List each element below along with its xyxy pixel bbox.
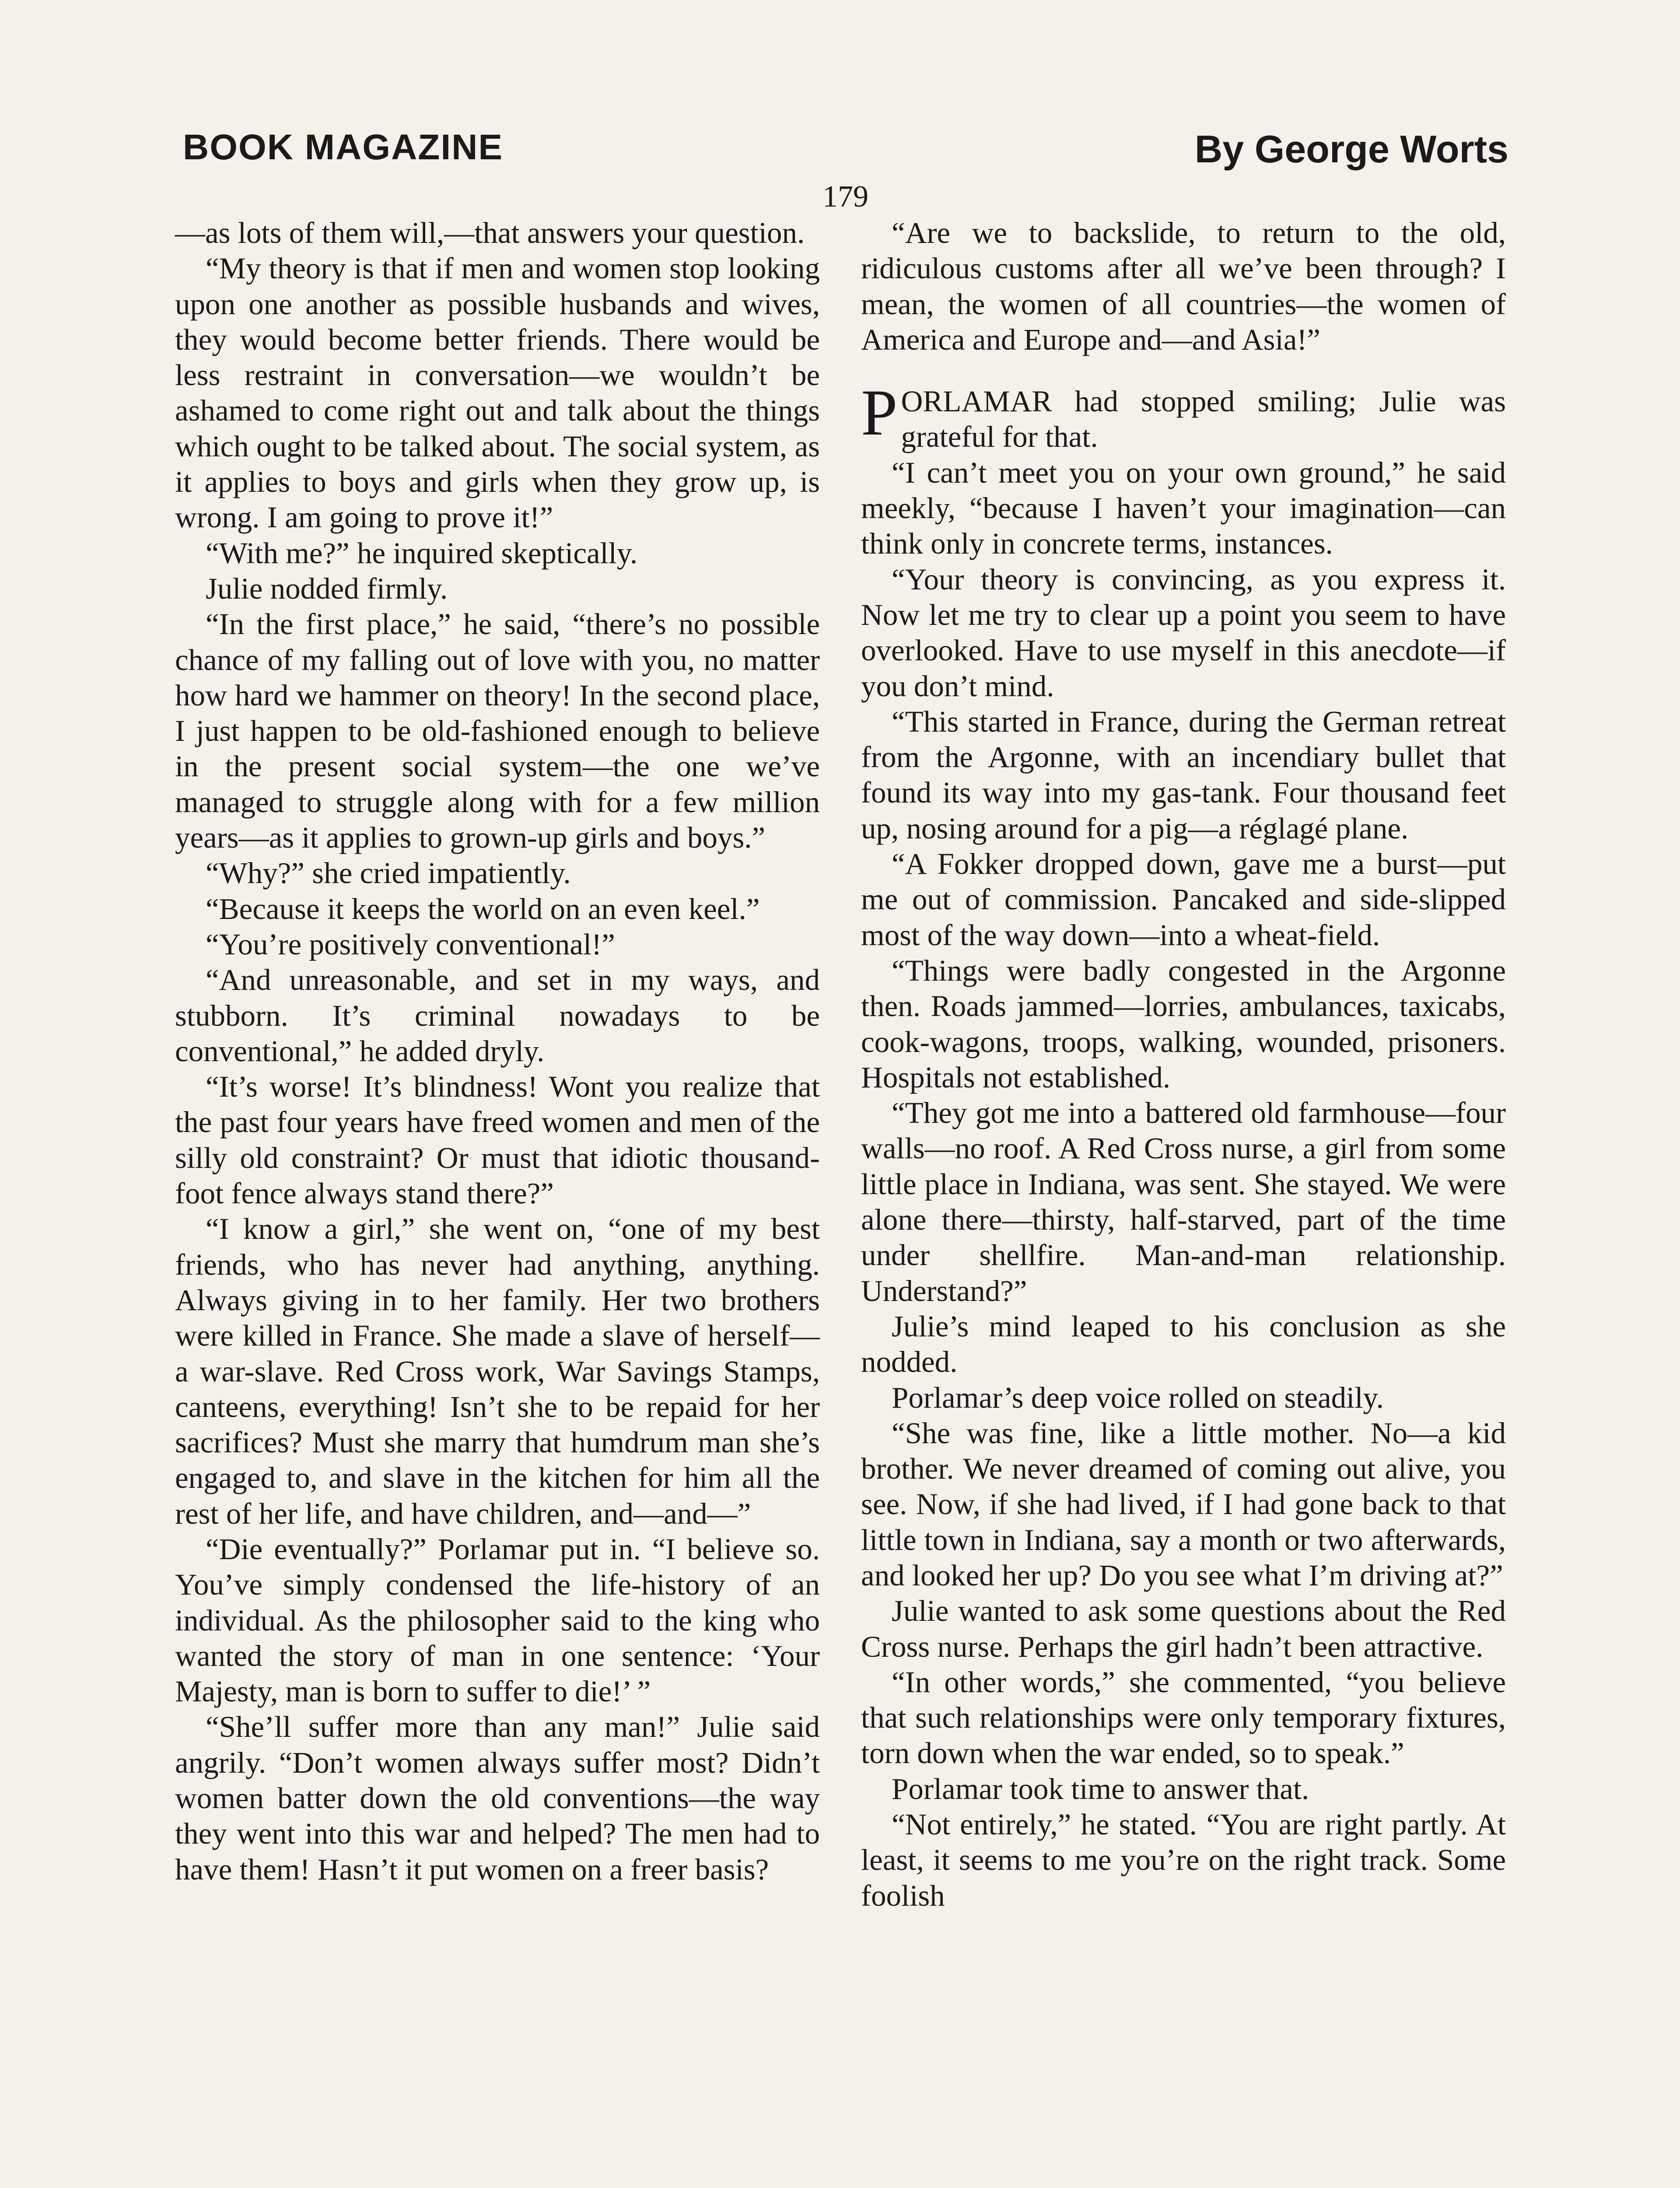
paragraph: “I can’t meet you on your own ground,” he said meekly, “because I haven’t your imagination—can think only in concrete terms, instances.: [861, 456, 1506, 561]
left-column: [175, 215, 820, 1887]
paragraph: Julie wanted to ask some questions about the Red Cross nurse. Perhaps the girl hadn’t been attractive.: [861, 1594, 1506, 1663]
paragraph: “She’ll suffer more than any man!” Julie said angrily. “Don’t women always suffer most? Didn’t women batter down the old conventions—the way they went into this war and helped? The men had to have them! Hasn’t it put women on a freer basis?: [175, 1710, 820, 1886]
paragraph: “In other words,” she commented, “you believe that such relationships were only temporary fixtures, torn down when the war ended, so to speak.”: [861, 1665, 1506, 1770]
paragraph: “It’s worse! It’s blindness! Wont you realize that the past four years have freed women and men of the silly old constraint? Or must that idiotic thousand-foot fence always stand there?”: [175, 1070, 820, 1210]
paragraph: Porlamar’s deep voice rolled on steadily.: [892, 1381, 1384, 1414]
running-head-left: BOOK MAGAZINE: [183, 127, 504, 167]
drop-cap: P: [861, 376, 898, 449]
paragraph: “Not entirely,” he stated. “You are right partly. At least, it seems to me you’re on the right track. Some foolish: [861, 1808, 1506, 1912]
paragraph: Porlamar took time to answer that.: [892, 1772, 1309, 1806]
paragraph: “This started in France, during the German retreat from the Argonne, with an incendiary bullet that found its way into my gas-tank. Four thousand feet up, nosing around for a pig—a réglagé plane.: [861, 705, 1506, 845]
paragraph: “Your theory is convincing, as you express it. Now let me try to clear up a point you seem to have overlooked. Have to use myself in this anecdote—if you don’t mind.: [861, 562, 1506, 703]
section-opening-text: ORLAMAR had stopped smiling; Julie was grateful for that.: [901, 385, 1506, 454]
section-opening: [861, 376, 1506, 455]
paragraph: “Die eventually?” Porlamar put in. “I believe so. You’ve simply condensed the life-history of an individual. As the philosopher said to the king who wanted the story of man in one sentence: ‘Your Majesty, man is born to suffer to die!’ ”: [175, 1532, 820, 1708]
paragraph: Julie’s mind leaped to his conclusion as she nodded.: [861, 1309, 1506, 1379]
paragraph: —as lots of them will,—that answers your question.: [175, 216, 805, 249]
paragraph: Julie nodded firmly.: [206, 572, 448, 605]
page-number: 179: [822, 180, 868, 214]
paragraph: “My theory is that if men and women stop looking upon one another as possible husbands and wives, they would become better friends. There would be less restraint in conversation—we wouldn’t be ashamed to come right out and talk about the things which ought to be talked about. The social system, as it applies to boys and girls when they grow up, is wrong. I am going to prove it!”: [175, 252, 820, 534]
paragraph: “A Fokker dropped down, gave me a burst—put me out of commission. Pancaked and side-slipped most of the way down—into a wheat-field.: [861, 847, 1506, 952]
right-column: [861, 215, 1506, 1914]
running-head-right: By George Worts: [1194, 127, 1508, 171]
paragraph: “She was fine, like a little mother. No—a kid brother. We never dreamed of coming out alive, you see. Now, if she had lived, if I had gone back to that little town in Indiana, say a month or two afterwards, and looked her up? Do you see what I’m driving at?”: [861, 1416, 1506, 1592]
paragraph: “Because it keeps the world on an even keel.”: [206, 892, 760, 926]
paragraph: “Are we to backslide, to return to the old, ridiculous customs after all we’ve been through? I mean, the women of all countries—the women of America and Europe and—and Asia!”: [861, 216, 1506, 356]
paragraph: “Things were badly congested in the Argonne then. Roads jammed—lorries, ambulances, taxicabs, cook-wagons, troops, walking, wounded, prisoners. Hospitals not established.: [861, 954, 1506, 1094]
paragraph: “In the first place,” he said, “there’s no possible chance of my falling out of love with you, no matter how hard we hammer on theory! In the second place, I just happen to be old-fashioned enough to believe in the present social system—the one we’ve managed to struggle along with for a few million years—as it applies to grown-up girls and boys.”: [175, 607, 820, 855]
paragraph: “You’re positively conventional!”: [206, 927, 615, 961]
paragraph: “And unreasonable, and set in my ways, and stubborn. It’s criminal nowadays to be conventional,” he added dryly.: [175, 963, 820, 1068]
paragraph: “With me?” he inquired skeptically.: [206, 536, 638, 570]
paragraph: “Why?” she cried impatiently.: [206, 856, 571, 890]
paragraph: “I know a girl,” she went on, “one of my best friends, who has never had anything, anything. Always giving in to her family. Her two brothers were killed in France. She made a slave of herself—a war-slave. Red Cross work, War Savings Stamps, canteens, everything! Isn’t she to be repaid for her sacrifices? Must she marry that humdrum man she’s engaged to, and slave in the kitchen for him all the rest of her life, and have children, and—and—”: [175, 1212, 820, 1530]
paragraph: “They got me into a battered old farmhouse—four walls—no roof. A Red Cross nurse, a girl from some little place in Indiana, was sent. She stayed. We were alone there—thirsty, half-starved, part of the time under shellfire. Man-and-man relationship. Understand?”: [861, 1096, 1506, 1308]
